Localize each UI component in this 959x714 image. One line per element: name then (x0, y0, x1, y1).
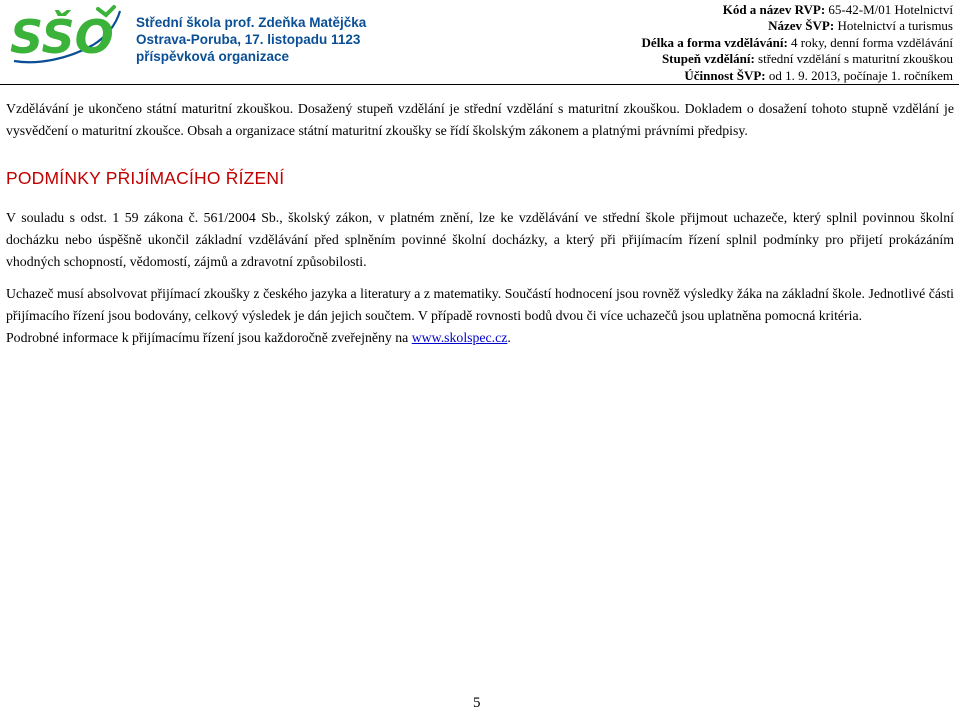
effective-date-line: Účinnost ŠVP: od 1. 9. 2013, počínaje 1. ročníkem (684, 67, 953, 83)
school-line-2: Ostrava-Poruba, 17. listopadu 1123 (136, 32, 361, 47)
svp-name-line: Název ŠVP: Hotelnictví a turismus (768, 18, 953, 34)
school-name (136, 14, 366, 65)
school-line-1: Střední škola prof. Zdeňka Matějčka (136, 15, 367, 30)
page-header (0, 0, 959, 88)
school-line-3: příspěvková organizace (136, 49, 290, 64)
school-website-link[interactable]: www.skolspec.cz (411, 330, 508, 345)
logo-text: SŠO (10, 10, 114, 64)
more-info-paragraph: Podrobné informace k přijímacímu řízení jsou každoročně zveřejněny na www.skolspec.cz. (6, 330, 511, 345)
document-body (6, 98, 954, 349)
education-level-line: Stupeň vzdělání: střední vzdělání s maturitní zkouškou (661, 51, 953, 67)
rvp-code-line: Kód a název RVP: 65-42-M/01 Hotelnictví (722, 2, 953, 17)
entrance-exams-paragraph: Uchazeč musí absolvovat přijímací zkoušky z českého jazyka a literatury a z matematiky. Součástí hodnocení jsou rovněž výsledky žáka na základní škole. Jednotlivé části přijímacího řízení jsou bodovány, celkový výsledek je dán jejich součtem. V případě rovnosti bodů dvou či více uchazečů jsou uplatněna pomocná kritéria. (6, 286, 954, 323)
admission-conditions-paragraph: V souladu s odst. 1 59 zákona č. 561/2004 Sb., školský zákon, v platném znění, lze ke vzdělávání ve střední škole přijmout uchazeče, který splnil povinnou školní docházku nebo úspěšně ukončil základní vzdělávání před splněním povinné školní docházky, a který při přijímacím řízení splnil podmínky pro přijetí prokázáním vhodných schopností, vědomostí, zájmů a zdravotní způsobilosti. (6, 210, 954, 269)
section-heading: PODMÍNKY PŘIJÍMACÍHO ŘÍZENÍ (6, 168, 285, 188)
page-number: 5 (473, 695, 481, 711)
curriculum-info (642, 2, 953, 84)
intro-paragraph: Vzdělávání je ukončeno státní maturitní zkouškou. Dosažený stupeň vzdělání je střední vzdělání s maturitní zkouškou. Dokladem o dosažení tohoto stupně vzdělání je vysvědčení o maturitní zkoušce. Obsah a organizace státní maturitní zkoušky se řídí školským zákonem a platnými právními předpisy. (6, 101, 954, 138)
duration-line: Délka a forma vzdělávání: 4 roky, denní forma vzdělávání (641, 34, 953, 50)
school-logo-icon (8, 3, 123, 66)
header-divider (0, 84, 959, 85)
